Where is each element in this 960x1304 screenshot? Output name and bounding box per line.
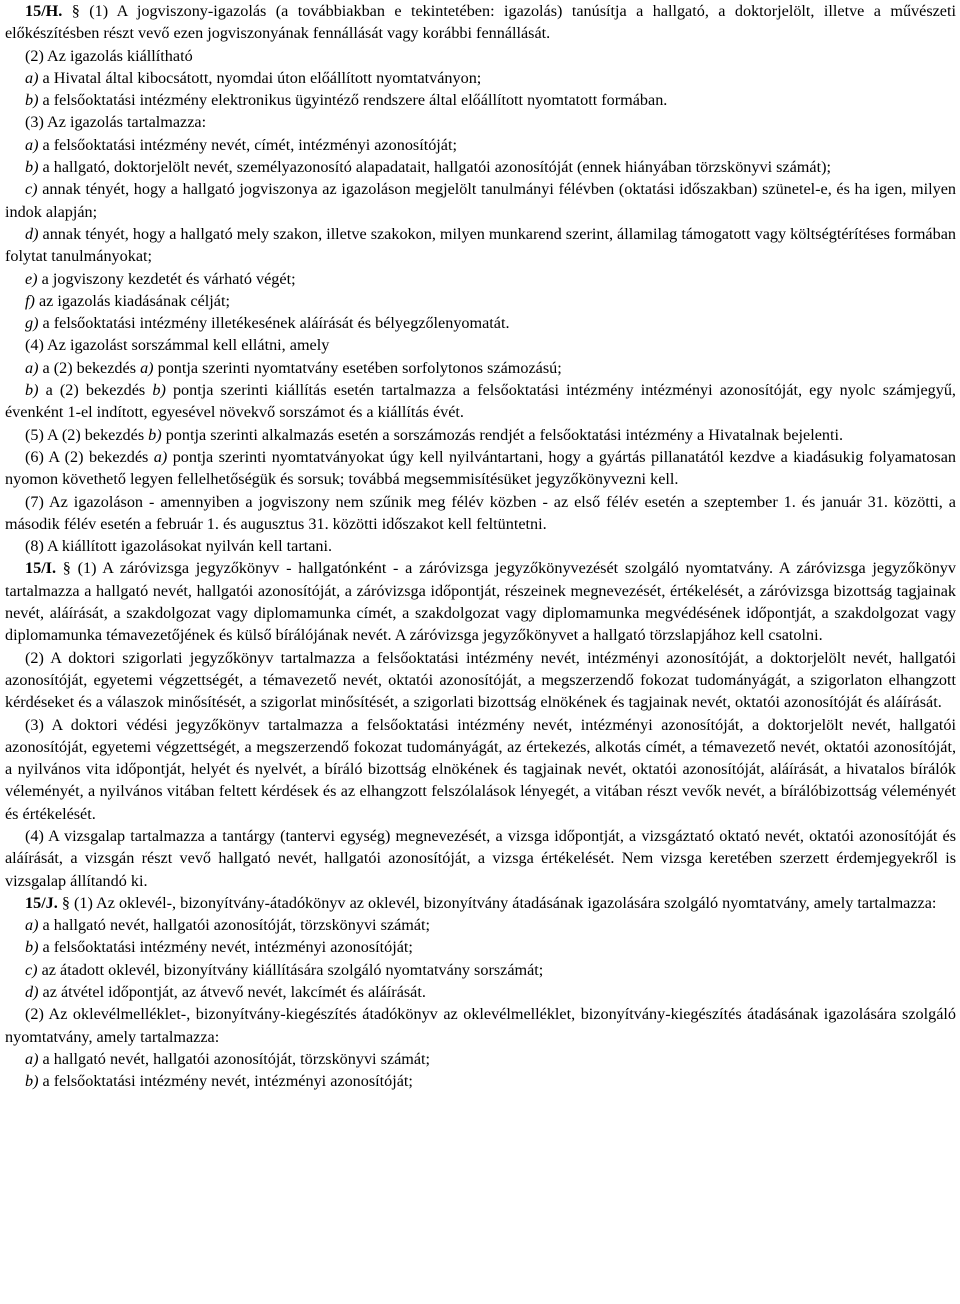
paragraph-text: pontja szerinti alkalmazás esetén a sorszámozás rendjét a felsőoktatási intézmény a Hivatalnak bejelenti. <box>161 425 844 444</box>
paragraph-text: az átvétel időpontját, az átvevő nevét, lakcímét és aláírását. <box>38 983 426 1002</box>
paragraph <box>5 45 956 67</box>
paragraph-text: a felsőoktatási intézmény nevét, címét, intézményi azonosítóját; <box>38 135 457 154</box>
item-marker: f) <box>25 291 35 310</box>
paragraph <box>5 914 956 936</box>
paragraph <box>5 156 956 178</box>
paragraph <box>5 959 956 981</box>
paragraph-text: a felsőoktatási intézmény elektronikus ügyintéző rendszere által előállított nyomtatott formában. <box>38 91 668 110</box>
section-number: 15/J. <box>25 893 58 912</box>
paragraph <box>5 89 956 111</box>
item-marker: a) <box>25 68 39 87</box>
paragraph-text: a felsőoktatási intézmény nevét, intézményi azonosítóját; <box>38 1072 413 1091</box>
paragraph <box>5 535 956 557</box>
paragraph-text: pontja szerinti nyomtatvány esetében sorfolytonos számozású; <box>153 358 562 377</box>
paragraph-text: a felsőoktatási intézmény illetékesének aláírását és bélyegzőlenyomatát. <box>38 314 510 333</box>
paragraph-text: § (1) A jogviszony-igazolás (a továbbiakban e tekintetében: igazolás) tanúsítja a hallgató, a doktorjelölt, illetve a művészeti előkészítésben részt vevő ezen jogviszonyának fennállását vagy korábbi fennállását. <box>5 2 956 43</box>
paragraph-text: a Hivatal által kibocsátott, nyomdai úton előállított nyomtatványon; <box>38 68 482 87</box>
paragraph <box>5 111 956 133</box>
paragraph-text: (5) A (2) bekezdés <box>25 425 149 444</box>
paragraph <box>5 892 956 914</box>
paragraph <box>5 936 956 958</box>
item-marker: b) <box>148 425 162 444</box>
paragraph-text: (2) Az igazolás kiállítható <box>25 46 193 65</box>
paragraph-text: (4) Az igazolást sorszámmal kell ellátni, amely <box>25 336 330 355</box>
paragraph-text: a felsőoktatási intézmény nevét, intézményi azonosítóját; <box>38 938 413 957</box>
item-marker: b) <box>25 158 39 177</box>
section-number: 15/H. <box>25 2 63 20</box>
item-marker: c) <box>25 180 38 199</box>
paragraph-text: (7) Az igazoláson - amennyiben a jogviszony nem szűnik meg félév közben - az első félév esetén a szeptember 1. és január 31. közötti, a második félév esetén a február 1. és augusztus 31. közötti időszakot kell feltüntetni. <box>5 492 956 533</box>
paragraph <box>5 1048 956 1070</box>
paragraph-text: § (1) Az oklevél-, bizonyítvány-átadókönyv az oklevél, bizonyítvány átadásának igazolására szolgáló nyomtatvány, amely tartalmazza: <box>57 893 937 912</box>
paragraph-text: (2) Az oklevélmelléklet-, bizonyítvány-kiegészítés átadókönyv az oklevélmelléklet, bizonyítvány-kiegészítés átadásának igazolására szolgáló nyomtatvány, amely tartalmazza: <box>5 1005 956 1046</box>
item-marker: b) <box>25 938 39 957</box>
item-marker: a) <box>25 135 39 154</box>
paragraph <box>5 825 956 892</box>
paragraph <box>5 357 956 379</box>
paragraph-text: § (1) A záróvizsga jegyzőkönyv - hallgatónként - a záróvizsga jegyzőkönyvezését szolgáló nyomtatvány. A záróvizsga jegyzőkönyv tartalmazza a hallgató nevét, hallgatói azonosítóját, a záróvizsga időpontját, részeinek megnevezését, értékelését, a záróvizsga bizottság tagjainak nevét, aláírását, a szakdolgozat vagy diplomamunka címét, a szakdolgozat vagy diplomamunka megvédésének időpontját, a szakdolgozat vagy diplomamunka témavezetőjének és külső bírálójának nevét. A záróvizsga jegyzőkönyvet a hallgató törzslapjához kell csatolni. <box>5 559 956 645</box>
paragraph-text: annak tényét, hogy a hallgató mely szakon, illetve szakokon, milyen munkarend szerint, államilag támogatott vagy költségtérítéses formában folytat tanulmányokat; <box>5 224 956 266</box>
paragraph <box>5 268 956 290</box>
paragraph <box>5 1003 956 1048</box>
paragraph <box>5 714 956 825</box>
paragraph <box>5 647 956 714</box>
section-number: 15/I. <box>25 559 57 578</box>
paragraph <box>5 446 956 491</box>
paragraph-text: (4) A vizsgalap tartalmazza a tantárgy (tantervi egység) megnevezését, a vizsga időpontját, a vizsgáztató oktató nevét, oktatói azonosítóját és aláírását, a vizsgán részt vevő hallgató nevét, hallgatói azonosítóját, a vizsga értékelését. Nem vizsga keretében szerzett érdemjegyekről is vizsgalap állítandó ki. <box>5 826 956 890</box>
paragraph-text: pontja szerinti kiállítás esetén tartalmazza a felsőoktatási intézmény intézményi azonosítóját, egy nyolc számjegyű, évenként 1-el indított, egyesével növekvő sorszámot és a kiállítás évét. <box>5 381 956 422</box>
paragraph <box>5 290 956 312</box>
paragraph <box>5 981 956 1003</box>
paragraph-text: (6) A (2) bekezdés <box>25 447 154 466</box>
paragraph-text: pontja szerinti nyomtatványokat úgy kell nyilvántartani, hogy a gyártás pillanatától kezdve a kiadásukig folyamatosan nyomon követhető legyen fellelhetőségük és sorsuk; továbbá megsemmisítésüket jegyzőkönyvezni kell. <box>5 447 956 489</box>
item-marker: a) <box>153 447 168 466</box>
paragraph-text: a (2) bekezdés <box>38 358 141 377</box>
paragraph <box>5 557 956 646</box>
paragraph <box>5 178 956 223</box>
paragraph-text: (2) A doktori szigorlati jegyzőkönyv tartalmazza a felsőoktatási intézmény nevét, intézményi azonosítóját, a doktorjelölt nevét, hallgatói azonosítóját, egyetemi végzettségét, a témavezető nevét, oktatói azonosítóját, a megszerzendő fokozat tudományágát, a szigorlaton elhangzott kérdéseket és a válaszok minősítését, a szigorlat minősítését, a szigorlati bizottság elnökének és tagjainak nevét, oktatói azonosítóját és aláírását. <box>5 648 956 712</box>
item-marker: d) <box>25 983 39 1002</box>
paragraph <box>5 312 956 334</box>
item-marker: a) <box>140 358 154 377</box>
paragraph-text: (3) Az igazolás tartalmazza: <box>25 113 207 132</box>
paragraph <box>5 223 956 268</box>
paragraph-text: a hallgató nevét, hallgatói azonosítóját, törzskönyvi számát; <box>38 1049 431 1068</box>
item-marker: b) <box>152 381 166 400</box>
item-marker: e) <box>25 269 38 288</box>
item-marker: c) <box>25 960 38 979</box>
item-marker: a) <box>25 916 39 935</box>
paragraph-text: (8) A kiállított igazolásokat nyilván kell tartani. <box>25 537 333 556</box>
item-marker: b) <box>25 381 39 400</box>
paragraph <box>5 379 956 424</box>
paragraph-text: az igazolás kiadásának célját; <box>34 291 230 310</box>
paragraph-text: a hallgató nevét, hallgatói azonosítóját, törzskönyvi számát; <box>38 916 431 935</box>
paragraph <box>5 1070 956 1092</box>
paragraph-text: az átadott oklevél, bizonyítvány kiállítására szolgáló nyomtatvány sorszámát; <box>37 960 544 979</box>
item-marker: a) <box>25 358 39 377</box>
item-marker: g) <box>25 314 39 333</box>
paragraph-text: a hallgató, doktorjelölt nevét, személyazonosító alapadatait, hallgatói azonosítóját (ennek hiányában törzskönyvi számát); <box>38 158 831 177</box>
paragraph <box>5 491 956 536</box>
paragraph <box>5 0 956 45</box>
paragraph <box>5 67 956 89</box>
paragraph <box>5 424 956 446</box>
item-marker: b) <box>25 1072 39 1091</box>
paragraph-text: a (2) bekezdés <box>38 381 153 400</box>
item-marker: b) <box>25 91 39 110</box>
paragraph-text: annak tényét, hogy a hallgató jogviszonya az igazoláson megjelölt tanulmányi félévben (oktatási időszakban) szünetel-e, és ha igen, milyen indok alapján; <box>5 180 956 221</box>
paragraph <box>5 334 956 356</box>
item-marker: d) <box>25 224 39 243</box>
paragraph-text: (3) A doktori védési jegyzőkönyv tartalmazza a felsőoktatási intézmény nevét, intézményi azonosítóját, a doktorjelölt nevét, hallgatói azonosítóját, egyetemi végzettségét, a megszerzendő fokozat tudományágát, az értekezés, alkotás címét, a témavezető nevét, oktatói azonosítóját, a nyilvános vita időpontját, helyét és nyelvét, a bíráló bizottság elnökének és tagjainak nevét, oktatói azonosítóját, aláírását, a hivatalos bírálók véleményét, a nyilvános vitában feltett kérdések és az elhangzott felszólalások lényegét, a vitában részt vevők nevét, a bírálóbizottság véleményét és értékelését. <box>5 715 956 823</box>
paragraph <box>5 134 956 156</box>
item-marker: a) <box>25 1049 39 1068</box>
paragraph-text: a jogviszony kezdetét és várható végét; <box>37 269 296 288</box>
